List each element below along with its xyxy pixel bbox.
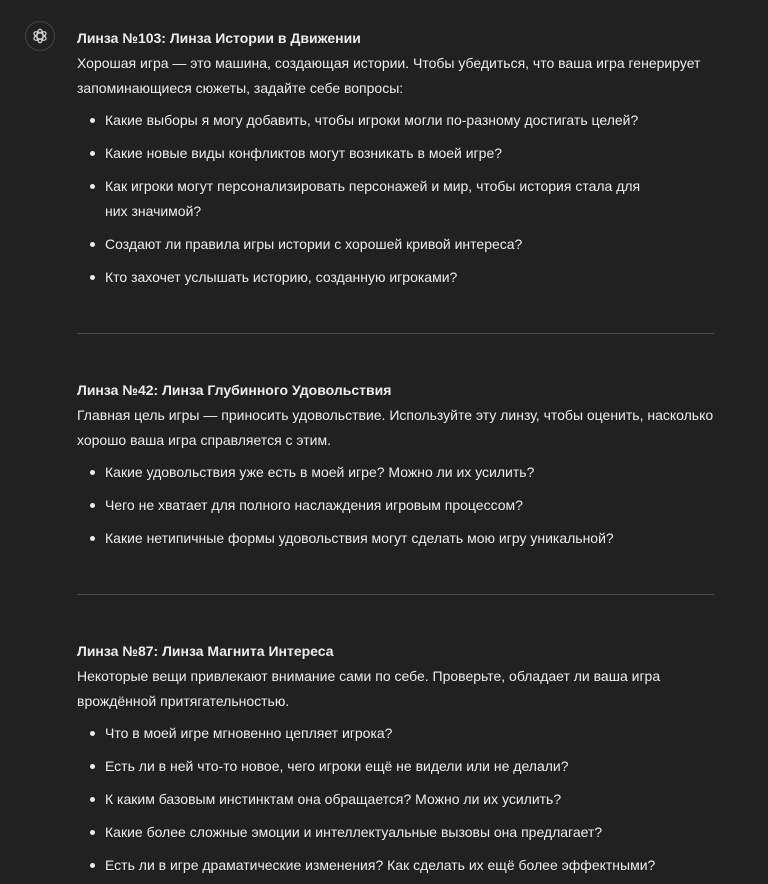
- question-list: [77, 108, 714, 290]
- assistant-avatar: [25, 21, 55, 51]
- list-item: Какие выборы я могу добавить, чтобы игроки могли по-разному достигать целей?: [105, 108, 714, 133]
- question-list: [77, 721, 714, 878]
- list-item: Кто захочет услышать историю, созданную игроками?: [105, 265, 714, 290]
- list-item: Создают ли правила игры истории с хорошей кривой интереса?: [105, 232, 714, 257]
- list-item: Чего не хватает для полного наслаждения игровым процессом?: [105, 493, 714, 518]
- list-item: Какие новые виды конфликтов могут возникать в моей игре?: [105, 141, 714, 166]
- question-list: [77, 460, 714, 551]
- section-intro: Хорошая игра — это машина, создающая истории. Чтобы убедиться, что ваша игра генерирует запоминающиеся сюжеты, задайте себе вопросы:: [77, 55, 701, 96]
- list-item: К каким базовым инстинктам она обращается? Можно ли их усилить?: [105, 787, 714, 812]
- list-item: Какие более сложные эмоции и интеллектуальные вызовы она предлагает?: [105, 820, 714, 845]
- list-item: Как игроки могут персонализировать персонажей и мир, чтобы история стала для них значимой?: [105, 174, 714, 224]
- section-title: Линза №103: Линза Истории в Движении: [77, 30, 361, 46]
- list-item: Есть ли в ней что-то новое, чего игроки ещё не видели или не делали?: [105, 754, 714, 779]
- openai-logo-icon: [31, 27, 49, 45]
- list-item: Какие нетипичные формы удовольствия могут сделать мою игру уникальной?: [105, 526, 714, 551]
- section-title: Линза №87: Линза Магнита Интереса: [77, 643, 334, 659]
- list-item: Какие удовольствия уже есть в моей игре? Можно ли их усилить?: [105, 460, 714, 485]
- section-intro: Некоторые вещи привлекают внимание сами по себе. Проверьте, обладает ли ваша игра врождённой притягательностью.: [77, 668, 661, 709]
- lens-section: [77, 378, 714, 551]
- list-item: Есть ли в игре драматические изменения? Как сделать их ещё более эффектными?: [105, 853, 714, 878]
- divider: [77, 333, 714, 334]
- divider: [77, 594, 714, 595]
- lens-section: [77, 639, 714, 878]
- list-item: Что в моей игре мгновенно цепляет игрока?: [105, 721, 714, 746]
- section-title: Линза №42: Линза Глубинного Удовольствия: [77, 382, 392, 398]
- section-intro: Главная цель игры — приносить удовольствие. Используйте эту линзу, чтобы оценить, насколько хорошо ваша игра справляется с этим.: [77, 407, 714, 448]
- lens-section: [77, 26, 714, 290]
- assistant-message: [77, 26, 714, 878]
